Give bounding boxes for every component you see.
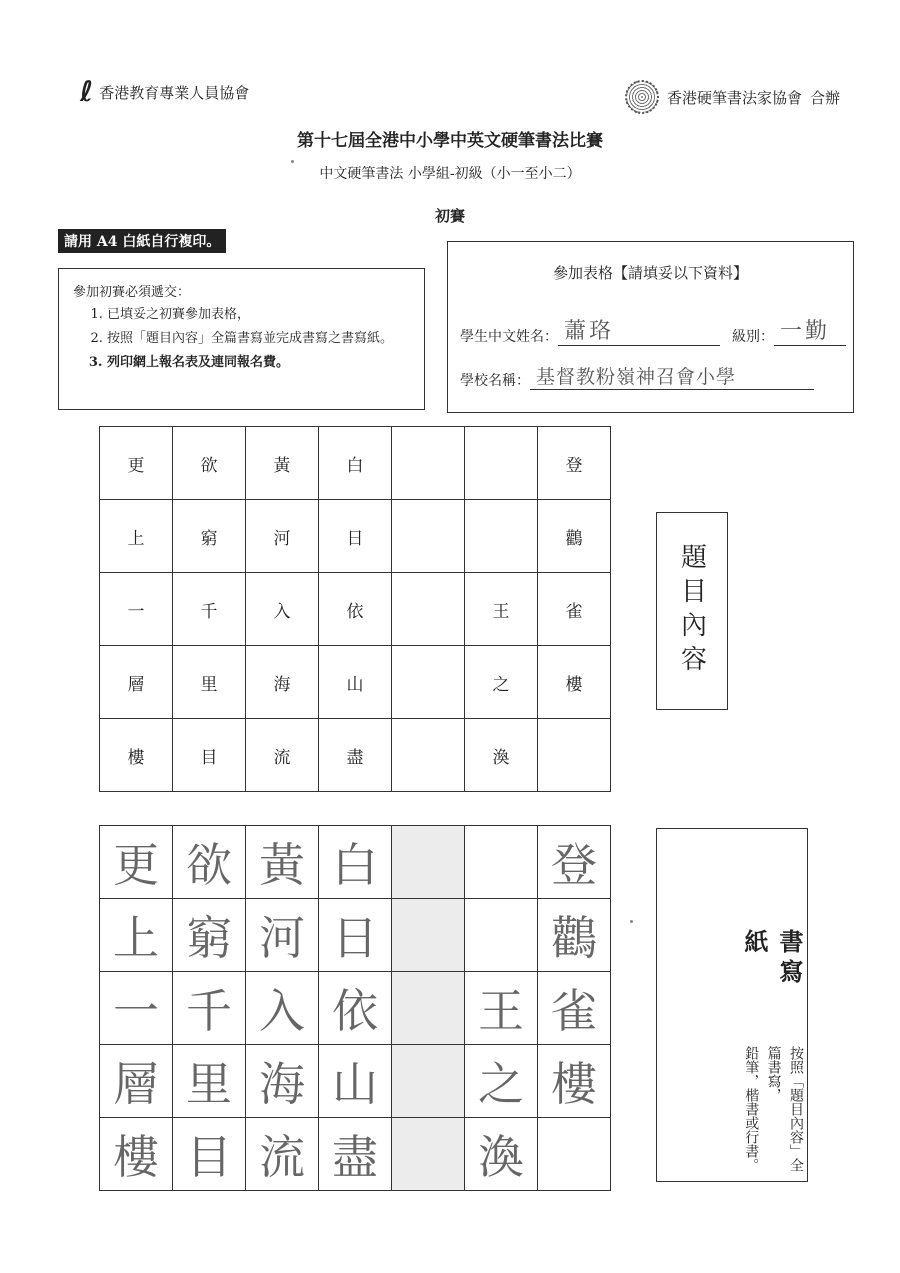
writing-cell[interactable]: 一 bbox=[100, 972, 173, 1045]
topic-cell: 更 bbox=[100, 427, 173, 500]
school-field[interactable]: 基督教粉嶺神召會小學 bbox=[530, 362, 814, 390]
topic-cell: 之 bbox=[465, 646, 538, 719]
co-organize-label: 合辦 bbox=[809, 88, 840, 107]
writing-cell[interactable]: 窮 bbox=[173, 899, 246, 972]
writing-cell[interactable] bbox=[392, 826, 465, 899]
topic-cell: 入 bbox=[246, 573, 319, 646]
writing-cell[interactable]: 欲 bbox=[173, 826, 246, 899]
grid-row bbox=[100, 427, 611, 500]
topic-label-box bbox=[656, 512, 728, 710]
writing-paper-instruction-1: 按照「題目內容」全篇書寫， bbox=[765, 1045, 804, 1172]
competition-title: 第十七屆全港中小學中英文硬筆書法比賽 bbox=[297, 131, 603, 151]
writing-cell[interactable]: 渙 bbox=[465, 1118, 538, 1191]
topic-cell: 王 bbox=[465, 573, 538, 646]
topic-cell: 盡 bbox=[319, 719, 392, 792]
writing-cell[interactable] bbox=[538, 1118, 611, 1191]
topic-cell: 日 bbox=[319, 500, 392, 573]
topic-cell: 渙 bbox=[465, 719, 538, 792]
name-row bbox=[460, 314, 846, 346]
writing-cell[interactable]: 目 bbox=[173, 1118, 246, 1191]
grid-row bbox=[100, 573, 611, 646]
topic-cell bbox=[465, 500, 538, 573]
topic-cell: 白 bbox=[319, 427, 392, 500]
writing-cell[interactable]: 盡 bbox=[319, 1118, 392, 1191]
writing-cell[interactable]: 更 bbox=[100, 826, 173, 899]
topic-cell: 一 bbox=[100, 573, 173, 646]
topic-cell: 樓 bbox=[538, 646, 611, 719]
writing-paper-title: 書寫紙 bbox=[740, 929, 804, 989]
writing-cell[interactable]: 樓 bbox=[100, 1118, 173, 1191]
topic-cell bbox=[392, 500, 465, 573]
organizer-right-name: 香港硬筆書法家協會 bbox=[666, 88, 802, 107]
writing-cell[interactable]: 山 bbox=[319, 1045, 392, 1118]
topic-cell: 鸛 bbox=[538, 500, 611, 573]
organizer-right bbox=[625, 80, 840, 114]
writing-cell[interactable] bbox=[465, 899, 538, 972]
scan-speck bbox=[291, 160, 294, 163]
writing-cell[interactable]: 雀 bbox=[538, 972, 611, 1045]
topic-cell: 里 bbox=[173, 646, 246, 719]
writing-cell[interactable]: 入 bbox=[246, 972, 319, 1045]
class-field[interactable]: 一勤 bbox=[774, 314, 846, 346]
writing-cell[interactable]: 流 bbox=[246, 1118, 319, 1191]
topic-cell: 河 bbox=[246, 500, 319, 573]
grid-row bbox=[100, 826, 611, 899]
writing-cell[interactable]: 日 bbox=[319, 899, 392, 972]
topic-cell: 雀 bbox=[538, 573, 611, 646]
writing-cell[interactable]: 鸛 bbox=[538, 899, 611, 972]
topic-cell bbox=[392, 646, 465, 719]
calligraphy-seal-icon bbox=[625, 80, 659, 114]
writing-cell[interactable]: 樓 bbox=[538, 1045, 611, 1118]
topic-cell: 登 bbox=[538, 427, 611, 500]
writing-paper-box bbox=[656, 828, 808, 1182]
competition-subtitle: 中文硬筆書法 小學組-初級（小一至小二） bbox=[319, 166, 581, 182]
requirement-item: 2. 按照「題目內容」全篇書寫並完成書寫之書寫紙。 bbox=[107, 330, 424, 349]
topic-cell bbox=[538, 719, 611, 792]
writing-paper-instructions bbox=[677, 996, 807, 1181]
school-row bbox=[460, 362, 814, 390]
writing-cell[interactable] bbox=[392, 972, 465, 1045]
writing-cell[interactable]: 千 bbox=[173, 972, 246, 1045]
topic-label: 題目內容 bbox=[676, 543, 707, 679]
writing-cell[interactable] bbox=[392, 1045, 465, 1118]
writing-cell[interactable]: 白 bbox=[319, 826, 392, 899]
writing-cell[interactable]: 黃 bbox=[246, 826, 319, 899]
grid-row bbox=[100, 1045, 611, 1118]
grid-row bbox=[100, 1118, 611, 1191]
writing-cell[interactable]: 登 bbox=[538, 826, 611, 899]
topic-cell: 欲 bbox=[173, 427, 246, 500]
writing-cell[interactable]: 之 bbox=[465, 1045, 538, 1118]
topic-cell bbox=[465, 427, 538, 500]
grid-row bbox=[100, 899, 611, 972]
entry-form-title: 參加表格【請填妥以下資料】 bbox=[552, 264, 748, 282]
writing-cell[interactable]: 王 bbox=[465, 972, 538, 1045]
topic-cell bbox=[392, 719, 465, 792]
grid-row bbox=[100, 972, 611, 1045]
topic-cell: 流 bbox=[246, 719, 319, 792]
writing-cell[interactable]: 里 bbox=[173, 1045, 246, 1118]
writing-cell[interactable]: 依 bbox=[319, 972, 392, 1045]
topic-cell: 黃 bbox=[246, 427, 319, 500]
writing-cell[interactable]: 海 bbox=[246, 1045, 319, 1118]
scan-speck bbox=[630, 920, 633, 923]
grid-row bbox=[100, 500, 611, 573]
topic-cell: 層 bbox=[100, 646, 173, 719]
round-label: 初賽 bbox=[434, 207, 465, 225]
grid-row bbox=[100, 719, 611, 792]
writing-cell[interactable]: 層 bbox=[100, 1045, 173, 1118]
entry-form bbox=[447, 241, 854, 413]
topic-cell: 上 bbox=[100, 500, 173, 573]
copy-instruction-banner: 請用 A4 白紙自行複印。 bbox=[58, 229, 226, 253]
topic-grid bbox=[99, 426, 611, 792]
requirement-item: 1. 已填妥之初賽參加表格， bbox=[107, 306, 424, 325]
name-field[interactable]: 蕭珞 bbox=[558, 314, 720, 346]
topic-cell bbox=[392, 427, 465, 500]
requirements-heading: 參加初賽必須遞交： bbox=[73, 285, 191, 300]
topic-cell: 窮 bbox=[173, 500, 246, 573]
topic-cell: 海 bbox=[246, 646, 319, 719]
writing-cell[interactable] bbox=[392, 899, 465, 972]
writing-cell[interactable] bbox=[392, 1118, 465, 1191]
writing-paper-instruction-2: 鉛筆，楷書或行書。 bbox=[743, 1045, 760, 1172]
school-label: 學校名稱： bbox=[460, 373, 530, 389]
class-label: 級別： bbox=[732, 329, 774, 345]
organizer-left-name: 香港教育專業人員協會 bbox=[99, 83, 250, 102]
writing-cell[interactable] bbox=[465, 826, 538, 899]
name-label: 學生中文姓名： bbox=[460, 329, 558, 345]
topic-cell: 依 bbox=[319, 573, 392, 646]
requirements-box bbox=[58, 268, 425, 410]
topic-cell: 千 bbox=[173, 573, 246, 646]
writing-cell[interactable]: 河 bbox=[246, 899, 319, 972]
requirements-list bbox=[59, 306, 424, 373]
requirement-item: 3. 列印網上報名表及連同報名費。 bbox=[107, 354, 424, 373]
topic-cell: 目 bbox=[173, 719, 246, 792]
topic-cell bbox=[392, 573, 465, 646]
topic-cell: 山 bbox=[319, 646, 392, 719]
organizer-left bbox=[80, 75, 250, 108]
grid-row bbox=[100, 646, 611, 719]
topic-cell: 樓 bbox=[100, 719, 173, 792]
writing-cell[interactable]: 上 bbox=[100, 899, 173, 972]
writing-grid[interactable] bbox=[99, 825, 611, 1191]
hkpte-logo-icon: ℓ bbox=[80, 75, 94, 108]
